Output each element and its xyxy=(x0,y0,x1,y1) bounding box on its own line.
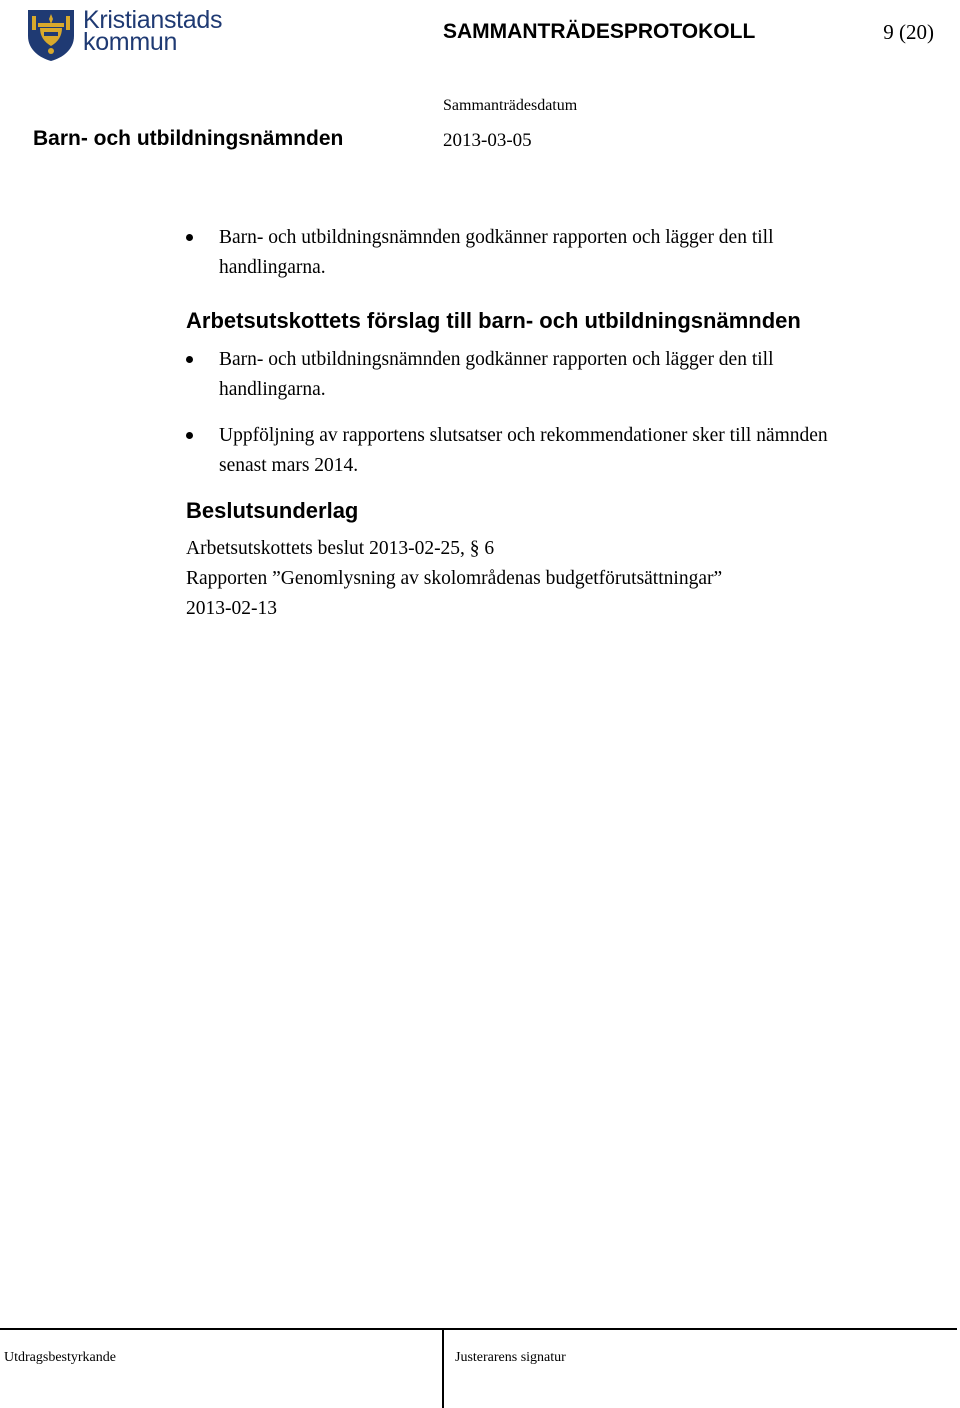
kristianstads-kommun-logo xyxy=(26,6,226,64)
logo-wordmark xyxy=(83,6,223,56)
footer-rule xyxy=(0,1328,957,1330)
basis-line: Arbetsutskottets beslut 2013-02-25, § 6 xyxy=(186,538,495,559)
document-title: SAMMANTRÄDESPROTOKOLL xyxy=(443,20,756,43)
document-body xyxy=(186,223,866,624)
footer-divider xyxy=(442,1328,444,1408)
logo-line-2: kommun xyxy=(83,28,178,56)
basis-line: 2013-02-13 xyxy=(186,598,277,619)
list-item xyxy=(186,345,866,405)
meeting-date-label: Sammanträdesdatum xyxy=(443,97,578,114)
page-number: 9 (20) xyxy=(883,20,934,44)
adjuster-signature-label: Justerarens signatur xyxy=(455,1350,566,1365)
proposal-heading: Arbetsutskottets förslag till barn- och utbildningsnämnden xyxy=(186,308,801,333)
extract-certification-label: Utdragsbestyrkande xyxy=(4,1350,116,1365)
bullet-text: Barn- och utbildningsnämnden godkänner rapporten och lägger den till handlingarna. xyxy=(219,227,774,278)
proposal-bullet-list xyxy=(186,345,866,481)
bullet-text: Barn- och utbildningsnämnden godkänner rapporten och lägger den till handlingarna. xyxy=(219,349,774,400)
logo-line-1: Kristianstads xyxy=(83,6,223,34)
basis-heading: Beslutsunderlag xyxy=(186,498,359,523)
meeting-date: 2013-03-05 xyxy=(443,130,532,151)
coat-of-arms-icon xyxy=(26,6,76,62)
bullet-icon xyxy=(186,234,193,241)
bullet-icon xyxy=(186,356,193,363)
bullet-text: Uppföljning av rapportens slutsatser och rekommendationer sker till nämnden senast mars 2014. xyxy=(219,425,828,476)
bullet-icon xyxy=(186,432,193,439)
committee-name: Barn- och utbildningsnämnden xyxy=(33,127,344,150)
intro-bullet-list xyxy=(186,223,866,283)
basis-line: Rapporten ”Genomlysning av skolområdenas budgetförutsättningar” xyxy=(186,568,723,589)
list-item xyxy=(186,223,866,283)
list-item xyxy=(186,421,866,481)
